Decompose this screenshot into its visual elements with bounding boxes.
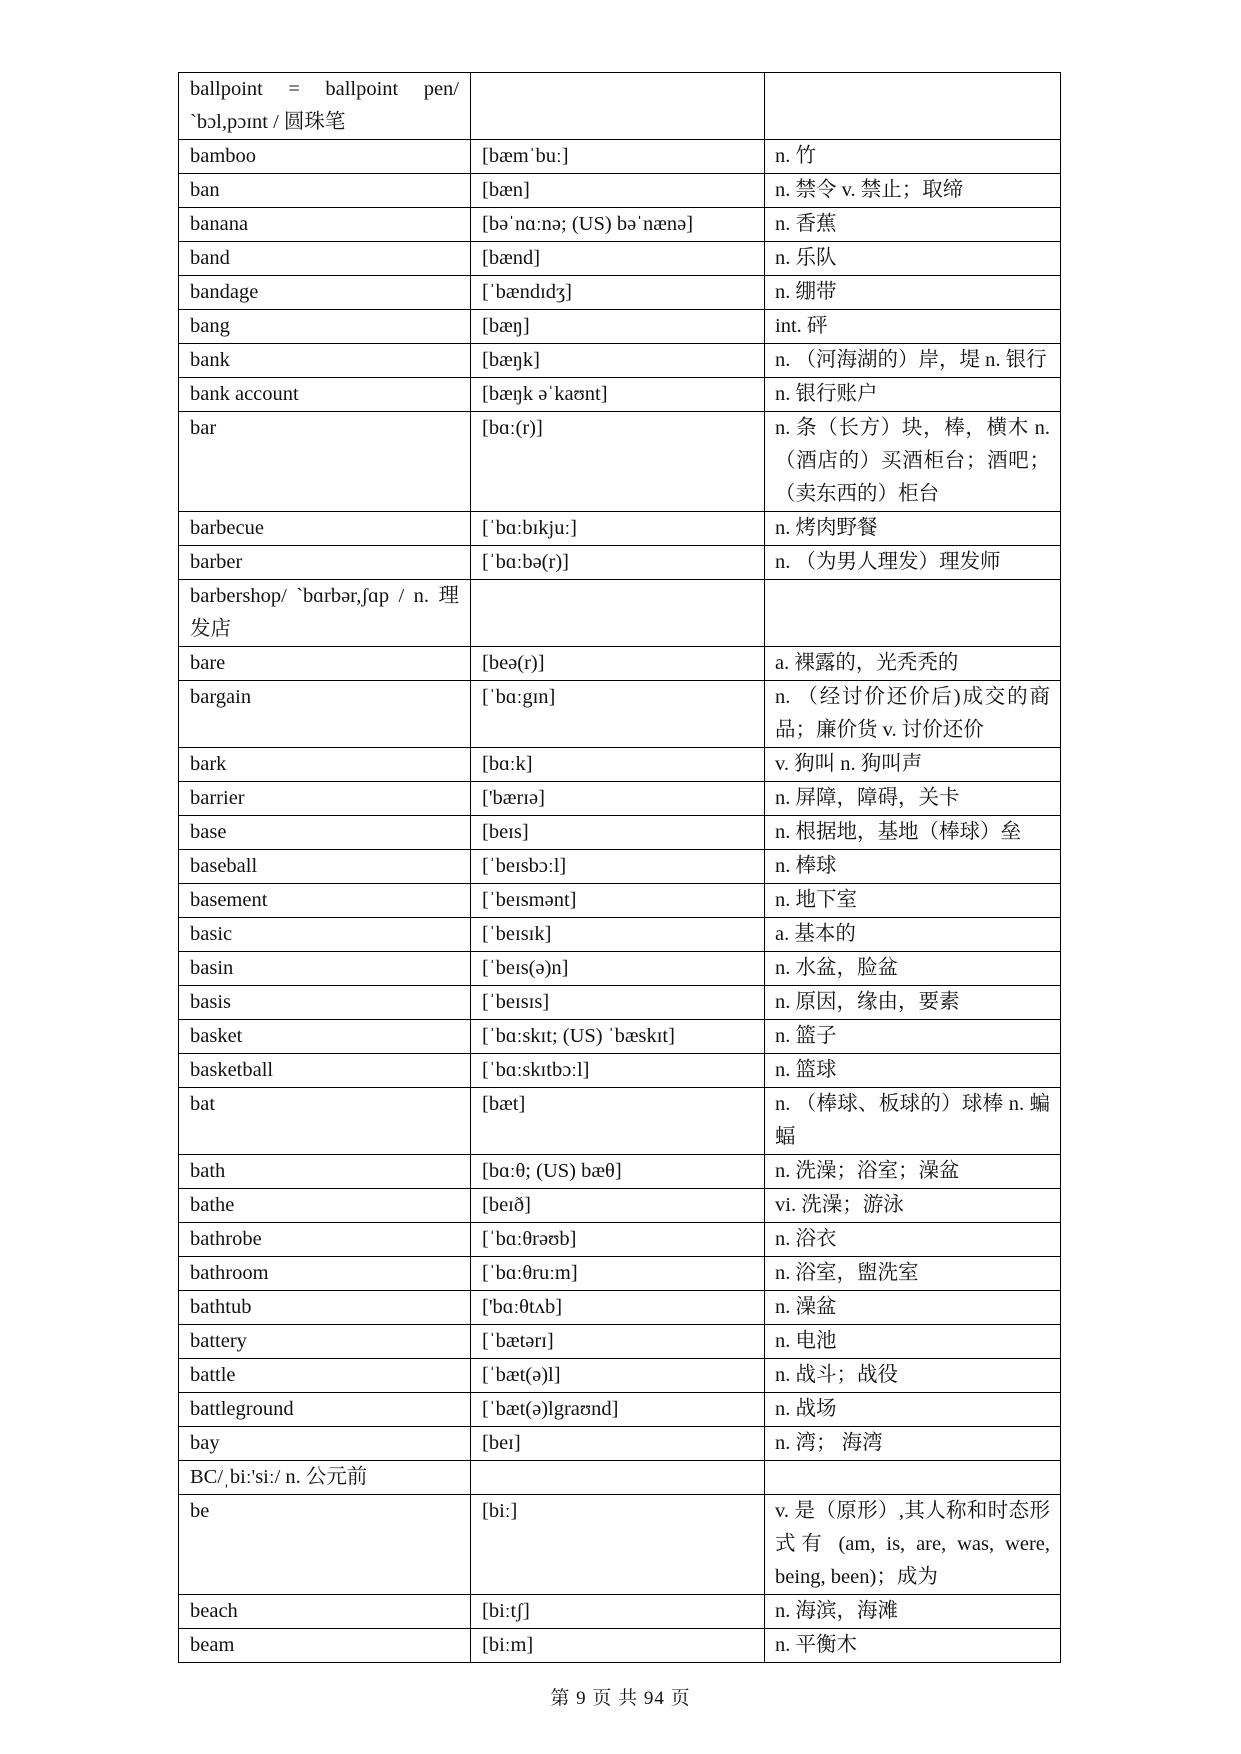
table-row	[179, 1088, 1061, 1155]
definition-cell: n. 水盆，脸盆	[765, 952, 1061, 986]
phonetic-cell: [bɑːθ; (US) bæθ]	[471, 1155, 765, 1189]
definition-cell: n. 原因，缘由，要素	[765, 986, 1061, 1020]
table-row	[179, 1427, 1061, 1461]
phonetic-cell: [bɑː(r)]	[471, 412, 765, 512]
table-row	[179, 1257, 1061, 1291]
definition-cell: n. 电池	[765, 1325, 1061, 1359]
phonetic-cell: ['bærɪə]	[471, 782, 765, 816]
definition-cell: n. 条（长方）块，棒，横木 n.（酒店的）买酒柜台；酒吧；（卖东西的）柜台	[765, 412, 1061, 512]
word-cell: ban	[179, 174, 471, 208]
definition-cell: n. 澡盆	[765, 1291, 1061, 1325]
table-row	[179, 1020, 1061, 1054]
table-row	[179, 952, 1061, 986]
word-cell: battery	[179, 1325, 471, 1359]
table-row	[179, 208, 1061, 242]
word-cell: bat	[179, 1088, 471, 1155]
definition-cell	[765, 580, 1061, 647]
table-row	[179, 1223, 1061, 1257]
phonetic-cell: [bæŋk əˈkaʊnt]	[471, 378, 765, 412]
word-cell: basket	[179, 1020, 471, 1054]
word-cell: bay	[179, 1427, 471, 1461]
phonetic-cell: [ˈbɑːθruːm]	[471, 1257, 765, 1291]
table-row	[179, 1189, 1061, 1223]
phonetic-cell: [bæmˈbuː]	[471, 140, 765, 174]
definition-cell: n. 烤肉野餐	[765, 512, 1061, 546]
phonetic-cell: [bæŋk]	[471, 344, 765, 378]
phonetic-cell: [ˈbeɪsɪs]	[471, 986, 765, 1020]
word-cell: bathrobe	[179, 1223, 471, 1257]
table-row	[179, 647, 1061, 681]
word-cell: baseball	[179, 850, 471, 884]
word-cell: bar	[179, 412, 471, 512]
phonetic-cell	[471, 580, 765, 647]
table-row	[179, 782, 1061, 816]
phonetic-cell: [ˈbɑːθrəʊb]	[471, 1223, 765, 1257]
phonetic-cell	[471, 73, 765, 140]
definition-cell: n. 香蕉	[765, 208, 1061, 242]
phonetic-cell: [ˈbætərɪ]	[471, 1325, 765, 1359]
vocabulary-table	[178, 72, 1061, 1663]
table-row	[179, 1359, 1061, 1393]
definition-cell: a. 基本的	[765, 918, 1061, 952]
word-cell: bargain	[179, 681, 471, 748]
table-row	[179, 1393, 1061, 1427]
table-row	[179, 918, 1061, 952]
word-cell: band	[179, 242, 471, 276]
word-cell: battle	[179, 1359, 471, 1393]
word-cell: bathe	[179, 1189, 471, 1223]
definition-cell: n. 战场	[765, 1393, 1061, 1427]
phonetic-cell: [ˈbæt(ə)l]	[471, 1359, 765, 1393]
word-cell: bare	[179, 647, 471, 681]
definition-cell: vi. 洗澡；游泳	[765, 1189, 1061, 1223]
phonetic-cell: [bæt]	[471, 1088, 765, 1155]
definition-cell: n. 竹	[765, 140, 1061, 174]
table-row	[179, 1291, 1061, 1325]
word-cell: barrier	[179, 782, 471, 816]
table-row	[179, 310, 1061, 344]
definition-cell: n. 战斗；战役	[765, 1359, 1061, 1393]
word-cell: bang	[179, 310, 471, 344]
table-row	[179, 140, 1061, 174]
definition-cell: n. 湾； 海湾	[765, 1427, 1061, 1461]
word-cell: basic	[179, 918, 471, 952]
phonetic-cell: [biːm]	[471, 1629, 765, 1663]
phonetic-cell: [ˈbændɪdʒ]	[471, 276, 765, 310]
definition-cell: n. 篮球	[765, 1054, 1061, 1088]
table-row	[179, 546, 1061, 580]
phonetic-cell: [ˈbeɪs(ə)n]	[471, 952, 765, 986]
phonetic-cell: [ˈbeɪsɪk]	[471, 918, 765, 952]
table-row	[179, 1629, 1061, 1663]
table-row	[179, 1495, 1061, 1595]
vocabulary-table-body	[179, 73, 1061, 1663]
table-row	[179, 1325, 1061, 1359]
definition-cell: a. 裸露的，光秃秃的	[765, 647, 1061, 681]
definition-cell: n. （经讨价还价后)成交的商品；廉价货 v. 讨价还价	[765, 681, 1061, 748]
definition-cell: n. 篮子	[765, 1020, 1061, 1054]
phonetic-cell: [ˈbɑːbɪkjuː]	[471, 512, 765, 546]
word-cell: base	[179, 816, 471, 850]
definition-cell: n. 屏障，障碍，关卡	[765, 782, 1061, 816]
word-cell: banana	[179, 208, 471, 242]
definition-cell: n. （为男人理发）理发师	[765, 546, 1061, 580]
table-row	[179, 580, 1061, 647]
phonetic-cell: [bæŋ]	[471, 310, 765, 344]
word-cell: barbershop/ `bɑrbər,ʃɑp / n. 理发店	[179, 580, 471, 647]
word-cell: barbecue	[179, 512, 471, 546]
definition-cell	[765, 1461, 1061, 1495]
phonetic-cell: [ˈbɑːskɪt; (US) ˈbæskɪt]	[471, 1020, 765, 1054]
definition-cell: n. 洗澡；浴室；澡盆	[765, 1155, 1061, 1189]
phonetic-cell: [bæn]	[471, 174, 765, 208]
definition-cell: n. 平衡木	[765, 1629, 1061, 1663]
word-cell: basketball	[179, 1054, 471, 1088]
table-row	[179, 512, 1061, 546]
word-cell: bath	[179, 1155, 471, 1189]
word-cell: bark	[179, 748, 471, 782]
phonetic-cell: [ˈbɑːgɪn]	[471, 681, 765, 748]
definition-cell: n. 棒球	[765, 850, 1061, 884]
table-row	[179, 1054, 1061, 1088]
phonetic-cell: [ˈbɑːskɪtbɔːl]	[471, 1054, 765, 1088]
phonetic-cell: [ˈbeɪsmənt]	[471, 884, 765, 918]
definition-cell: n. 海滨，海滩	[765, 1595, 1061, 1629]
word-cell: be	[179, 1495, 471, 1595]
table-row	[179, 276, 1061, 310]
definition-cell: v. 是（原形）,其人称和时态形式有 (am, is, are, was, were, being, been)；成为	[765, 1495, 1061, 1595]
phonetic-cell: [ˈbeɪsbɔːl]	[471, 850, 765, 884]
word-cell: bamboo	[179, 140, 471, 174]
word-cell: basis	[179, 986, 471, 1020]
word-cell: BC/ˌbiː'siː/ n. 公元前	[179, 1461, 471, 1495]
phonetic-cell: [ˈbæt(ə)lgraʊnd]	[471, 1393, 765, 1427]
word-cell: basin	[179, 952, 471, 986]
definition-cell: v. 狗叫 n. 狗叫声	[765, 748, 1061, 782]
table-row	[179, 816, 1061, 850]
word-cell: ballpoint = ballpoint pen/ `bɔl,pɔɪnt / 圆珠笔	[179, 73, 471, 140]
word-cell: beam	[179, 1629, 471, 1663]
table-row	[179, 681, 1061, 748]
phonetic-cell: ['bɑːθtʌb]	[471, 1291, 765, 1325]
word-cell: bandage	[179, 276, 471, 310]
definition-cell: n. （河海湖的）岸，堤 n. 银行	[765, 344, 1061, 378]
table-row	[179, 1461, 1061, 1495]
word-cell: beach	[179, 1595, 471, 1629]
phonetic-cell	[471, 1461, 765, 1495]
definition-cell: n. 银行账户	[765, 378, 1061, 412]
phonetic-cell: [beɪ]	[471, 1427, 765, 1461]
word-cell: battleground	[179, 1393, 471, 1427]
phonetic-cell: [ˈbɑːbə(r)]	[471, 546, 765, 580]
table-row	[179, 884, 1061, 918]
definition-cell: n. 绷带	[765, 276, 1061, 310]
definition-cell: int. 砰	[765, 310, 1061, 344]
word-cell: bank	[179, 344, 471, 378]
phonetic-cell: [bəˈnɑːnə; (US) bəˈnænə]	[471, 208, 765, 242]
table-row	[179, 174, 1061, 208]
phonetic-cell: [biːtʃ]	[471, 1595, 765, 1629]
word-cell: bathroom	[179, 1257, 471, 1291]
definition-cell: n. 浴室，盥洗室	[765, 1257, 1061, 1291]
definition-cell: n. 根据地，基地（棒球）垒	[765, 816, 1061, 850]
table-row	[179, 242, 1061, 276]
phonetic-cell: [beɪð]	[471, 1189, 765, 1223]
phonetic-cell: [bɑːk]	[471, 748, 765, 782]
phonetic-cell: [biː]	[471, 1495, 765, 1595]
definition-cell: n. （棒球、板球的）球棒 n. 蝙蝠	[765, 1088, 1061, 1155]
word-cell: basement	[179, 884, 471, 918]
table-row	[179, 378, 1061, 412]
table-row	[179, 73, 1061, 140]
table-row	[179, 748, 1061, 782]
word-cell: bank account	[179, 378, 471, 412]
word-cell: barber	[179, 546, 471, 580]
table-row	[179, 344, 1061, 378]
table-row	[179, 986, 1061, 1020]
phonetic-cell: [beə(r)]	[471, 647, 765, 681]
definition-cell	[765, 73, 1061, 140]
definition-cell: n. 浴衣	[765, 1223, 1061, 1257]
table-row	[179, 850, 1061, 884]
table-row	[179, 412, 1061, 512]
word-cell: bathtub	[179, 1291, 471, 1325]
phonetic-cell: [beɪs]	[471, 816, 765, 850]
definition-cell: n. 地下室	[765, 884, 1061, 918]
table-row	[179, 1155, 1061, 1189]
phonetic-cell: [bænd]	[471, 242, 765, 276]
page-footer: 第 9 页 共 94 页	[550, 1688, 691, 1709]
table-row	[179, 1595, 1061, 1629]
definition-cell: n. 禁令 v. 禁止；取缔	[765, 174, 1061, 208]
definition-cell: n. 乐队	[765, 242, 1061, 276]
